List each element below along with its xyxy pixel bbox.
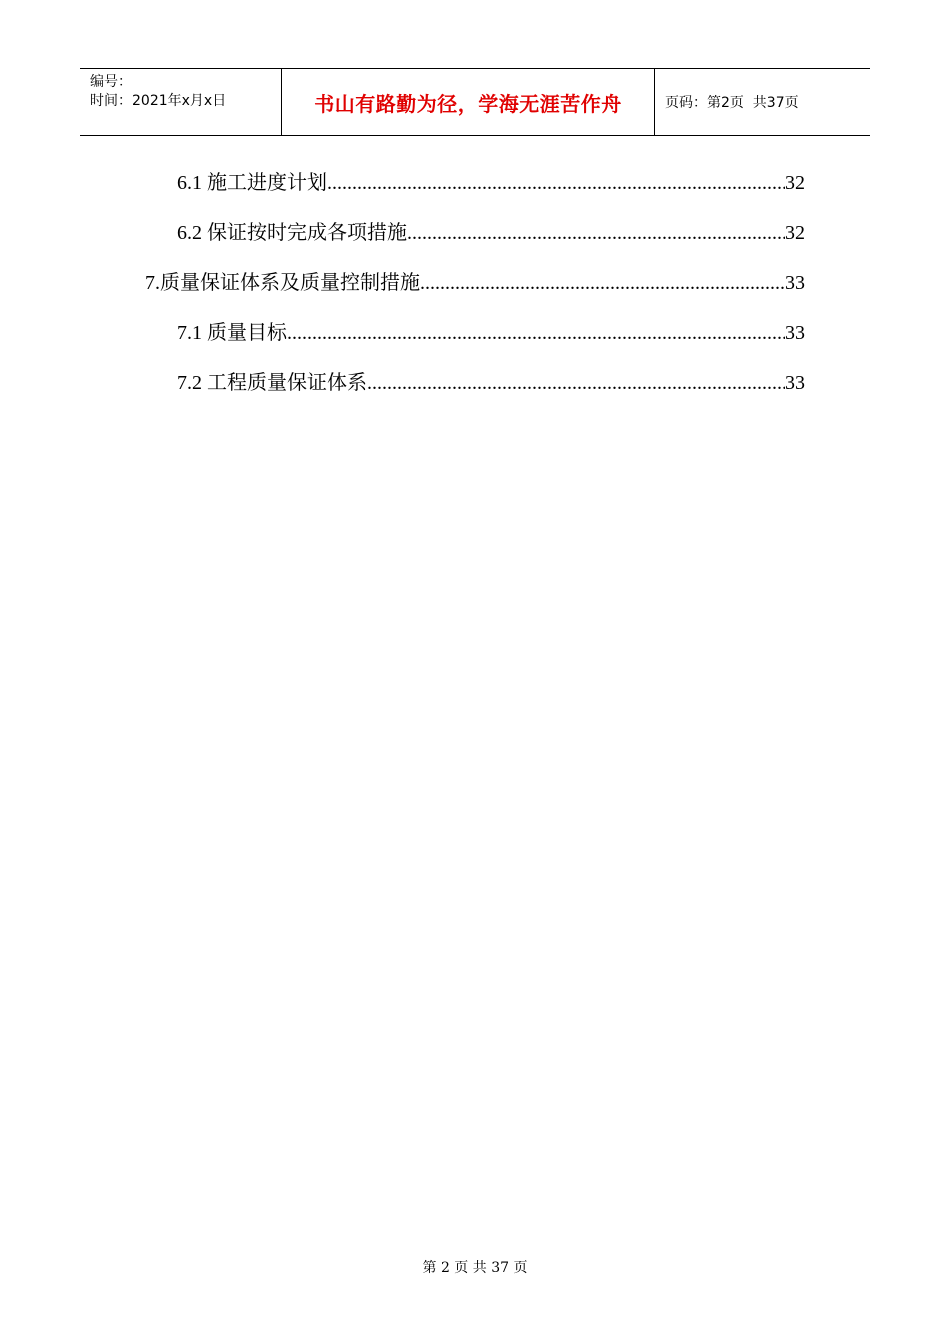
toc-entry-title: 7.质量保证体系及质量控制措施: [145, 272, 420, 294]
document-date-label: 时间：2021年x月x日: [90, 93, 227, 109]
page-footer: [0, 1257, 950, 1277]
document-number-label: 编号：: [90, 74, 132, 90]
header-motto: 书山有路勤为径，学海无涯苦作舟: [314, 91, 622, 116]
toc-entry-page: 33: [785, 322, 805, 344]
toc-entry[interactable]: [177, 368, 805, 398]
page-header: [80, 68, 870, 136]
header-page-info: 页码：第2页 共37页: [665, 95, 799, 111]
toc-entry-title: 6.1 施工进度计划: [177, 172, 327, 194]
toc-entry[interactable]: [177, 218, 805, 248]
toc-entry[interactable]: [177, 168, 805, 198]
toc-entry[interactable]: [145, 268, 805, 298]
toc-entry-page: 33: [785, 372, 805, 394]
toc-leader-dots: [287, 318, 785, 348]
toc-leader-dots: [327, 168, 785, 198]
footer-page-number: 第 2 页 共 37 页: [422, 1260, 528, 1276]
toc-entry[interactable]: [177, 318, 805, 348]
toc-entry-title: 6.2 保证按时完成各项措施: [177, 222, 407, 244]
toc-leader-dots: [367, 368, 785, 398]
toc-leader-dots: [407, 218, 785, 248]
toc-entry-title: 7.2 工程质量保证体系: [177, 372, 367, 394]
toc-leader-dots: [420, 268, 785, 298]
toc-entry-page: 32: [785, 222, 805, 244]
header-motto-cell: [282, 69, 655, 135]
header-page-cell: [655, 69, 870, 135]
header-meta-cell: [80, 69, 282, 135]
toc-entry-page: 32: [785, 172, 805, 194]
toc-entry-page: 33: [785, 272, 805, 294]
toc-entry-title: 7.1 质量目标: [177, 322, 287, 344]
